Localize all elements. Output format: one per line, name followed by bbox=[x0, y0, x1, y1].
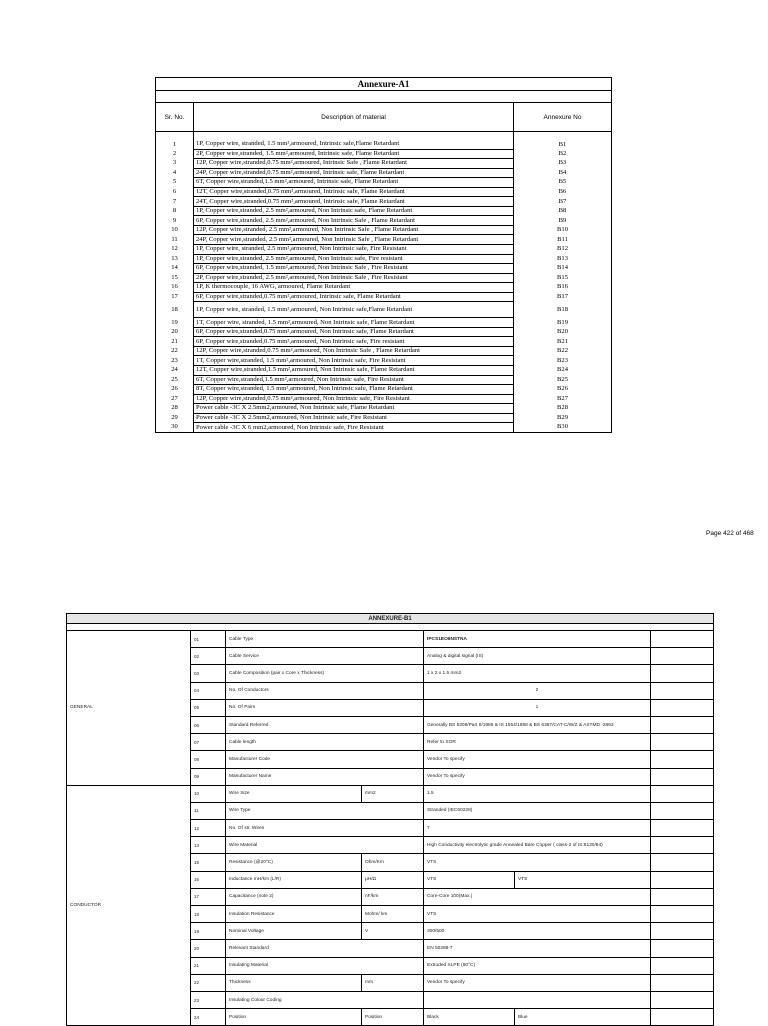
description-cell: 12P, Copper wire,stranded, 2.5 mm²,armoured, Non Intrinsic Safe , Flame Retardant bbox=[194, 225, 514, 235]
annexure-no-cell: B2 bbox=[514, 149, 612, 159]
item-number-cell: 17 bbox=[191, 888, 226, 905]
parameter-cell: Wire Size bbox=[226, 785, 362, 802]
table-row bbox=[156, 254, 612, 264]
table-row bbox=[156, 385, 612, 395]
annexure-b1-title: ANNEXURE-B1 bbox=[67, 614, 714, 624]
sr-no-cell: 11 bbox=[156, 235, 194, 245]
description-cell: 1P, Copper wire, stranded, 1.5 mm²,armoured, Intrinsic safe,Flame Retardant bbox=[194, 140, 514, 149]
item-number-cell: 01 bbox=[191, 631, 226, 648]
description-cell: Power cable -3C X 2.5mm2,armoured, Non Intrinsic safe, Flame Retardant bbox=[194, 404, 514, 414]
table-row bbox=[156, 245, 612, 255]
item-number-cell: 10 bbox=[191, 785, 226, 802]
sr-no-cell: 23 bbox=[156, 356, 194, 366]
table-row bbox=[156, 140, 612, 149]
empty-cell bbox=[651, 940, 714, 957]
item-number-cell: 15 bbox=[191, 854, 226, 871]
empty-cell bbox=[651, 785, 714, 802]
empty-cell bbox=[651, 665, 714, 682]
table-row bbox=[156, 292, 612, 302]
sr-no-cell: 8 bbox=[156, 206, 194, 216]
table-row bbox=[156, 394, 612, 404]
value-cell: 7 bbox=[424, 820, 651, 837]
description-cell: 1T, Copper wire,stranded, 1.5 mm²,armoured, Non Intrinsic safe, Fire Resistant bbox=[194, 356, 514, 366]
sr-no-cell: 29 bbox=[156, 413, 194, 423]
parameter-cell: Insulating Colour Coding bbox=[226, 991, 424, 1008]
value-cell: Vendor To specify bbox=[424, 751, 651, 768]
item-number-cell: 19 bbox=[191, 923, 226, 940]
annexure-no-cell: B19 bbox=[514, 318, 612, 328]
value-cell: Extruded XLPE (90°C) bbox=[424, 957, 651, 974]
empty-cell bbox=[651, 802, 714, 819]
empty-cell bbox=[651, 734, 714, 751]
parameter-cell: Manufacturer Name bbox=[226, 768, 424, 785]
sr-no-cell: 26 bbox=[156, 385, 194, 395]
description-cell: 12P, Copper wire,stranded,0.75 mm²,armoured, Intrinsic Safe , Flame Retardant bbox=[194, 159, 514, 169]
description-cell: 6P, Copper wire,stranded, 2.5 mm²,armoured, Non Intrinsic Safe , Flame Retardant bbox=[194, 216, 514, 226]
annexure-no-cell: B10 bbox=[514, 225, 612, 235]
table-row bbox=[156, 366, 612, 376]
group-general: GENERAL bbox=[67, 631, 191, 786]
annexure-a1-body bbox=[156, 140, 612, 432]
description-cell: 6P, Copper wire,stranded,0.75 mm²,armoured, Non Intrinsic safe, Fire resistant bbox=[194, 337, 514, 347]
table-row bbox=[156, 337, 612, 347]
description-cell: 24P, Copper wire,stranded,0.75 mm²,armoured, Intrinsic safe, Flame Retardant bbox=[194, 168, 514, 178]
value-cell: Black bbox=[424, 1009, 515, 1026]
annexure-no-cell: B26 bbox=[514, 385, 612, 395]
parameter-cell: Inductance mH/km (L/R) bbox=[226, 871, 362, 888]
unit-cell: nF/km bbox=[362, 888, 424, 905]
annexure-no-cell: B12 bbox=[514, 245, 612, 255]
annexure-no-cell: B22 bbox=[514, 346, 612, 356]
parameter-cell: Cable Composition (pair x Core x Thickness) bbox=[226, 665, 424, 682]
annexure-b1-body bbox=[67, 631, 714, 1026]
description-cell: Power cable -3C X 2.5mm2,armoured, Non Intrinsic safe, Fire Resistant bbox=[194, 413, 514, 423]
value-cell: VTS bbox=[424, 871, 515, 888]
annexure-no-cell: B11 bbox=[514, 235, 612, 245]
sr-no-cell: 7 bbox=[156, 197, 194, 207]
parameter-cell: Standard Referred bbox=[226, 716, 424, 733]
empty-cell bbox=[651, 751, 714, 768]
parameter-cell: Cable length bbox=[226, 734, 424, 751]
annexure-no-cell: B15 bbox=[514, 273, 612, 283]
parameter-cell: Relevant Standard bbox=[226, 940, 424, 957]
table-row bbox=[156, 187, 612, 197]
description-cell: 6T, Copper wire,stranded,1.5 mm²,armoured, Non Intrinsic safe, Fire Resistant bbox=[194, 375, 514, 385]
parameter-cell: No. Of str. Wires bbox=[226, 820, 424, 837]
table-row bbox=[156, 168, 612, 178]
sr-no-cell: 14 bbox=[156, 264, 194, 274]
value-cell: Vendor To specify bbox=[424, 768, 651, 785]
annexure-no-cell: B9 bbox=[514, 216, 612, 226]
sr-no-cell: 6 bbox=[156, 187, 194, 197]
item-number-cell: 23 bbox=[191, 991, 226, 1008]
description-cell: 1P, Copper wire,stranded, 2.5 mm²,armoured, Non Intrinsic safe, Fire resistant bbox=[194, 254, 514, 264]
value-cell bbox=[424, 991, 651, 1008]
value-cell: 2 bbox=[424, 682, 651, 699]
parameter-cell: Insulating Material bbox=[226, 957, 424, 974]
annexure-b1-table bbox=[66, 613, 714, 1026]
value-cell: IPCS1EO6NSTNA bbox=[424, 631, 651, 648]
item-number-cell: 22 bbox=[191, 974, 226, 991]
value-cell: VTS bbox=[424, 906, 651, 923]
sr-no-cell: 19 bbox=[156, 318, 194, 328]
unit-cell: mm2 bbox=[362, 785, 424, 802]
item-number-cell: 18 bbox=[191, 906, 226, 923]
value-cell: Stranded (IEC60228) bbox=[424, 802, 651, 819]
table-row bbox=[156, 318, 612, 328]
annexure-a1-table bbox=[155, 77, 612, 433]
unit-cell: Ohm/Km bbox=[362, 854, 424, 871]
description-cell: Power cable -3C X 6 mm2,armoured, Non Intrinsic safe, Fire Resistant bbox=[194, 423, 514, 433]
sr-no-cell: 13 bbox=[156, 254, 194, 264]
sr-no-cell: 17 bbox=[156, 292, 194, 302]
description-cell: 12T, Copper wire,stranded,0.75 mm²,armoured, Intrinsic safe, Flame Retardant bbox=[194, 187, 514, 197]
annexure-no-cell: B17 bbox=[514, 292, 612, 302]
value-cell: EN 50288-7 bbox=[424, 940, 651, 957]
description-cell: 1T, Copper wire, stranded, 1.5 mm²,armoured, Non Intrinsic safe, Flame Retardant bbox=[194, 318, 514, 328]
value-cell: VTS bbox=[424, 854, 651, 871]
empty-cell bbox=[651, 648, 714, 665]
annexure-no-cell: B27 bbox=[514, 394, 612, 404]
annexure-no-cell: B1 bbox=[514, 140, 612, 149]
parameter-cell: Cable Service bbox=[226, 648, 424, 665]
table-row bbox=[156, 197, 612, 207]
annexure-no-cell: B7 bbox=[514, 197, 612, 207]
annexure-no-cell: B20 bbox=[514, 327, 612, 337]
description-cell: 6T, Copper wire,stranded,1.5 mm²,armoured, Intrinsic safe, Flame Retardant bbox=[194, 178, 514, 188]
parameter-cell: Insulation Resistance bbox=[226, 906, 362, 923]
value-cell: Vendor To specify bbox=[424, 974, 651, 991]
header-annexure-no: Annexure No bbox=[514, 103, 612, 132]
empty-cell bbox=[651, 631, 714, 648]
table-row bbox=[156, 235, 612, 245]
annexure-no-cell: B30 bbox=[514, 423, 612, 433]
value-2-cell: Blue bbox=[515, 1009, 651, 1026]
header-description: Description of material bbox=[194, 103, 514, 132]
empty-cell bbox=[651, 837, 714, 854]
empty-cell bbox=[651, 854, 714, 871]
item-number-cell: 08 bbox=[191, 751, 226, 768]
parameter-cell: Capacitance (note 2) bbox=[226, 888, 362, 905]
sr-no-cell: 9 bbox=[156, 216, 194, 226]
sr-no-cell: 27 bbox=[156, 394, 194, 404]
empty-cell bbox=[651, 974, 714, 991]
description-cell: 12P, Copper wire,stranded,0.75 mm²,armoured, Non Intrinsic safe, Fire Resistant bbox=[194, 394, 514, 404]
annexure-no-cell: B5 bbox=[514, 178, 612, 188]
value-cell: 1 bbox=[424, 699, 651, 716]
sr-no-cell: 24 bbox=[156, 366, 194, 376]
spec-row bbox=[67, 785, 714, 802]
annexure-no-cell: B14 bbox=[514, 264, 612, 274]
value-cell: 1.5 bbox=[424, 785, 651, 802]
annexure-no-cell: B3 bbox=[514, 159, 612, 169]
table-row bbox=[156, 346, 612, 356]
table-row bbox=[156, 423, 612, 433]
table-row bbox=[156, 159, 612, 169]
empty-cell bbox=[651, 768, 714, 785]
annexure-no-cell: B18 bbox=[514, 302, 612, 318]
annexure-no-cell: B25 bbox=[514, 375, 612, 385]
annexure-no-cell: B28 bbox=[514, 404, 612, 414]
empty-cell bbox=[651, 991, 714, 1008]
sr-no-cell: 16 bbox=[156, 283, 194, 293]
parameter-cell: Manufacturer Code bbox=[226, 751, 424, 768]
value-cell: Core-Core 100(Max.) bbox=[424, 888, 651, 905]
description-cell: 8T, Copper wire,stranded, 1.5 mm²,armoured, Non Intrinsic safe, Flame Retardant bbox=[194, 385, 514, 395]
item-number-cell: 24 bbox=[191, 1009, 226, 1026]
item-number-cell: 20 bbox=[191, 940, 226, 957]
empty-cell bbox=[651, 923, 714, 940]
value-cell: 1 x 2 x 1.5 mm2 bbox=[424, 665, 651, 682]
item-number-cell: 02 bbox=[191, 648, 226, 665]
sr-no-cell: 12 bbox=[156, 245, 194, 255]
annexure-no-cell: B23 bbox=[514, 356, 612, 366]
annexure-no-cell: B6 bbox=[514, 187, 612, 197]
unit-cell: Mohm/ km bbox=[362, 906, 424, 923]
table-row bbox=[156, 327, 612, 337]
description-cell: 6P, Copper wire,stranded,0.75 mm²,armoured, Intrinsic safe, Flame Retardant bbox=[194, 292, 514, 302]
value-cell: High Conductivity electrolytic grade Annealed Bare Copper ( class-2 of IS:8130/84) bbox=[424, 837, 651, 854]
sr-no-cell: 20 bbox=[156, 327, 194, 337]
empty-cell bbox=[651, 716, 714, 733]
parameter-cell: Position bbox=[226, 1009, 362, 1026]
annexure-no-cell: B21 bbox=[514, 337, 612, 347]
description-cell: 1P, K thermocouple, 16 AWG, armoured, Flame Retardant bbox=[194, 283, 514, 293]
table-row bbox=[156, 404, 612, 414]
unit-cell: V bbox=[362, 923, 424, 940]
sr-no-cell: 30 bbox=[156, 423, 194, 433]
unit-cell: μH/Ω bbox=[362, 871, 424, 888]
item-number-cell: 04 bbox=[191, 682, 226, 699]
annexure-no-cell: B16 bbox=[514, 283, 612, 293]
description-cell: 1P, Copper wire, stranded, 2.5 mm²,armoured, Non Intrinsic safe, Fire Resistant bbox=[194, 245, 514, 255]
parameter-cell: Wire Type bbox=[226, 802, 424, 819]
sr-no-cell: 22 bbox=[156, 346, 194, 356]
item-number-cell: 05 bbox=[191, 699, 226, 716]
parameter-cell: Cable Type bbox=[226, 631, 424, 648]
description-cell: 2P, Copper wire,stranded, 2.5 mm²,armoured, Non Intrinsic Safe , Fire Resistant bbox=[194, 273, 514, 283]
table-row bbox=[156, 302, 612, 318]
annexure-a1-title: Annexure-A1 bbox=[156, 78, 612, 91]
item-number-cell: 06 bbox=[191, 716, 226, 733]
table-row bbox=[156, 178, 612, 188]
parameter-cell: Resistance (@20°C) bbox=[226, 854, 362, 871]
item-number-cell: 11 bbox=[191, 802, 226, 819]
value-cell: 300/500 bbox=[424, 923, 651, 940]
sr-no-cell: 10 bbox=[156, 225, 194, 235]
parameter-cell: Thickness bbox=[226, 974, 362, 991]
table-row bbox=[156, 356, 612, 366]
empty-cell bbox=[651, 871, 714, 888]
item-number-cell: 13 bbox=[191, 837, 226, 854]
description-cell: 1P, Copper wire, stranded, 1.5 mm²,armoured, Non Intrinsic safe,Flame Retardant bbox=[194, 302, 514, 318]
sr-no-cell: 2 bbox=[156, 149, 194, 159]
sr-no-cell: 21 bbox=[156, 337, 194, 347]
sr-no-cell: 15 bbox=[156, 273, 194, 283]
unit-cell: Position bbox=[362, 1009, 424, 1026]
annexure-no-cell: B8 bbox=[514, 206, 612, 216]
parameter-cell: Nominal Voltage bbox=[226, 923, 362, 940]
sr-no-cell: 3 bbox=[156, 159, 194, 169]
description-cell: 24P, Copper wire,stranded, 2.5 mm²,armoured, Non Intrinsic Safe , Flame Retardant bbox=[194, 235, 514, 245]
empty-cell bbox=[651, 906, 714, 923]
item-number-cell: 21 bbox=[191, 957, 226, 974]
sr-no-cell: 4 bbox=[156, 168, 194, 178]
table-row bbox=[156, 149, 612, 159]
group-conductor: CONDUCTOR bbox=[67, 785, 191, 1026]
empty-cell bbox=[651, 820, 714, 837]
description-cell: 2P, Copper wire,stranded, 1.5 mm²,armoured, Intrinsic safe, Flame Retardant bbox=[194, 149, 514, 159]
table-row bbox=[156, 413, 612, 423]
annexure-no-cell: B24 bbox=[514, 366, 612, 376]
value-2-cell: VTS bbox=[515, 871, 651, 888]
parameter-cell: No. Of Conductors bbox=[226, 682, 424, 699]
value-cell: Refer to SOR bbox=[424, 734, 651, 751]
empty-cell bbox=[651, 1009, 714, 1026]
empty-cell bbox=[651, 957, 714, 974]
item-number-cell: 12 bbox=[191, 820, 226, 837]
empty-cell bbox=[651, 888, 714, 905]
description-cell: 1P, Copper wire,stranded, 2.5 mm²,armoured, Non Intrinsic safe, Flame Retardant bbox=[194, 206, 514, 216]
table-row bbox=[156, 206, 612, 216]
item-number-cell: 07 bbox=[191, 734, 226, 751]
header-sr-no: Sr. No. bbox=[156, 103, 194, 132]
parameter-cell: Wire Material bbox=[226, 837, 424, 854]
item-number-cell: 03 bbox=[191, 665, 226, 682]
item-number-cell: 16 bbox=[191, 871, 226, 888]
table-row bbox=[156, 225, 612, 235]
parameter-cell: No. Of Pairs bbox=[226, 699, 424, 716]
annexure-no-cell: B13 bbox=[514, 254, 612, 264]
description-cell: 12P, Copper wire,stranded,0.75 mm²,armoured, Non Intrinsic Safe , Flame Retardant bbox=[194, 346, 514, 356]
page-number: Page 422 of 468 bbox=[706, 530, 754, 537]
spec-row bbox=[67, 631, 714, 648]
sr-no-cell: 18 bbox=[156, 302, 194, 318]
annexure-no-cell: B29 bbox=[514, 413, 612, 423]
table-row bbox=[156, 283, 612, 293]
sr-no-cell: 28 bbox=[156, 404, 194, 414]
description-cell: 6P, Copper wire,stranded,0.75 mm²,armoured, Non Intrinsic safe, Flame Retardant bbox=[194, 327, 514, 337]
table-row bbox=[156, 273, 612, 283]
value-cell: Analog & digital signal (IS) bbox=[424, 648, 651, 665]
value-cell: Generally BS 5308/Part II/1986 & IS 1554/1988 & BS 6387/CAT-C/W/Z & ASTMD -2863 bbox=[424, 716, 651, 733]
table-row bbox=[156, 375, 612, 385]
table-row bbox=[156, 264, 612, 274]
table-row bbox=[156, 216, 612, 226]
sr-no-cell: 5 bbox=[156, 178, 194, 188]
unit-cell: mm bbox=[362, 974, 424, 991]
description-cell: 24T, Copper wire,stranded,0.75 mm²,armoured, Intrinsic safe, Flame Retardant bbox=[194, 197, 514, 207]
annexure-no-cell: B4 bbox=[514, 168, 612, 178]
description-cell: 12T, Copper wire,stranded,1.5 mm²,armoured, Non Intrinsic safe, Flame Retardant bbox=[194, 366, 514, 376]
sr-no-cell: 25 bbox=[156, 375, 194, 385]
empty-cell bbox=[651, 699, 714, 716]
empty-cell bbox=[651, 682, 714, 699]
description-cell: 6P, Copper wire,stranded, 1.5 mm²,armoured, Non Intrinsic Safe , Fire Resistant bbox=[194, 264, 514, 274]
item-number-cell: 09 bbox=[191, 768, 226, 785]
sr-no-cell: 1 bbox=[156, 140, 194, 149]
